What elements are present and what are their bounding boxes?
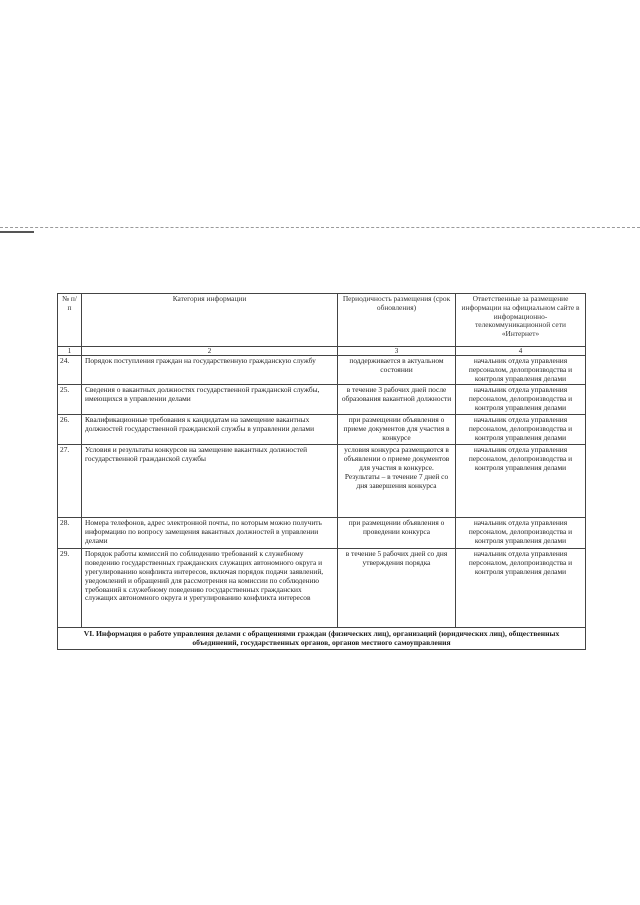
row-number: 29. (58, 549, 82, 628)
header-responsible: Ответственные за размещение информации на официальном сайте в информационно-телекоммуникационной сети «Интернет» (456, 294, 586, 347)
table-row (58, 415, 586, 445)
row-category: Порядок поступления граждан на государственную гражданскую службу (82, 356, 338, 385)
row-number: 24. (58, 356, 82, 385)
row-period: в течение 5 рабочих дней со дня утверждения порядка (338, 549, 456, 628)
row-category: Порядок работы комиссий по соблюдению требований к служебному поведению государственных гражданских служащих автономного округа и урегулированию конфликта интересов, включая порядок подачи заявлений, уведомлений и обращений для рассмотрения на комиссии по соблюдению требований к служебному поведению государственных гражданских служащих автономного округа и урегулированию конфликта интересов (82, 549, 338, 628)
table-header-row (58, 294, 586, 347)
row-responsible: начальник отдела управления персоналом, делопроизводства и контроля управления делами (456, 518, 586, 549)
table-row (58, 385, 586, 415)
column-index: 3 (338, 347, 456, 356)
row-responsible: начальник отдела управления персоналом, делопроизводства и контроля управления делами (456, 356, 586, 385)
header-period: Периодичность размещения (срок обновления) (338, 294, 456, 347)
document-table-container (57, 293, 585, 650)
header-category: Категория информации (82, 294, 338, 347)
header-num: № п/п (58, 294, 82, 347)
scan-artifact-mark (0, 231, 34, 233)
row-period: условия конкурса размещаются в объявлении о приеме документов для участия в конкурсе. Результаты – в течение 7 дней со дня завершения конкурса (338, 445, 456, 518)
row-responsible: начальник отдела управления персоналом, делопроизводства и контроля управления делами (456, 385, 586, 415)
table-row (58, 445, 586, 518)
row-responsible: начальник отдела управления персоналом, делопроизводства и контроля управления делами (456, 445, 586, 518)
row-category: Номера телефонов, адрес электронной почты, по которым можно получить информацию по вопросу замещения вакантных должностей в управлении делами (82, 518, 338, 549)
row-number: 25. (58, 385, 82, 415)
section-heading-row (58, 628, 586, 650)
row-category: Квалификационные требования к кандидатам на замещение вакантных должностей государственной гражданской службы в управлении делами (82, 415, 338, 445)
table-row (58, 549, 586, 628)
column-index: 4 (456, 347, 586, 356)
table-row (58, 518, 586, 549)
row-period: в течение 3 рабочих дней после образования вакантной должности (338, 385, 456, 415)
information-table (57, 293, 586, 650)
row-number: 26. (58, 415, 82, 445)
row-responsible: начальник отдела управления персоналом, делопроизводства и контроля управления делами (456, 549, 586, 628)
column-index-row (58, 347, 586, 356)
row-period: при размещении объявления о приеме документов для участия в конкурсе (338, 415, 456, 445)
row-number: 27. (58, 445, 82, 518)
column-index: 1 (58, 347, 82, 356)
row-number: 28. (58, 518, 82, 549)
scan-artifact-line (0, 227, 640, 228)
row-category: Условия и результаты конкурсов на замещение вакантных должностей государственной гражданской службы (82, 445, 338, 518)
section-heading: VI. Информация о работе управления делами с обращениями граждан (физических лиц), организаций (юридических лиц), общественных объединений, государственных органов, органов местного самоуправления (58, 628, 586, 650)
row-category: Сведения о вакантных должностях государственной гражданской службы, имеющихся в управлении делами (82, 385, 338, 415)
table-row (58, 356, 586, 385)
row-period: поддерживается в актуальном состоянии (338, 356, 456, 385)
column-index: 2 (82, 347, 338, 356)
row-responsible: начальник отдела управления персоналом, делопроизводства и контроля управления делами (456, 415, 586, 445)
row-period: при размещении объявления о проведении конкурса (338, 518, 456, 549)
